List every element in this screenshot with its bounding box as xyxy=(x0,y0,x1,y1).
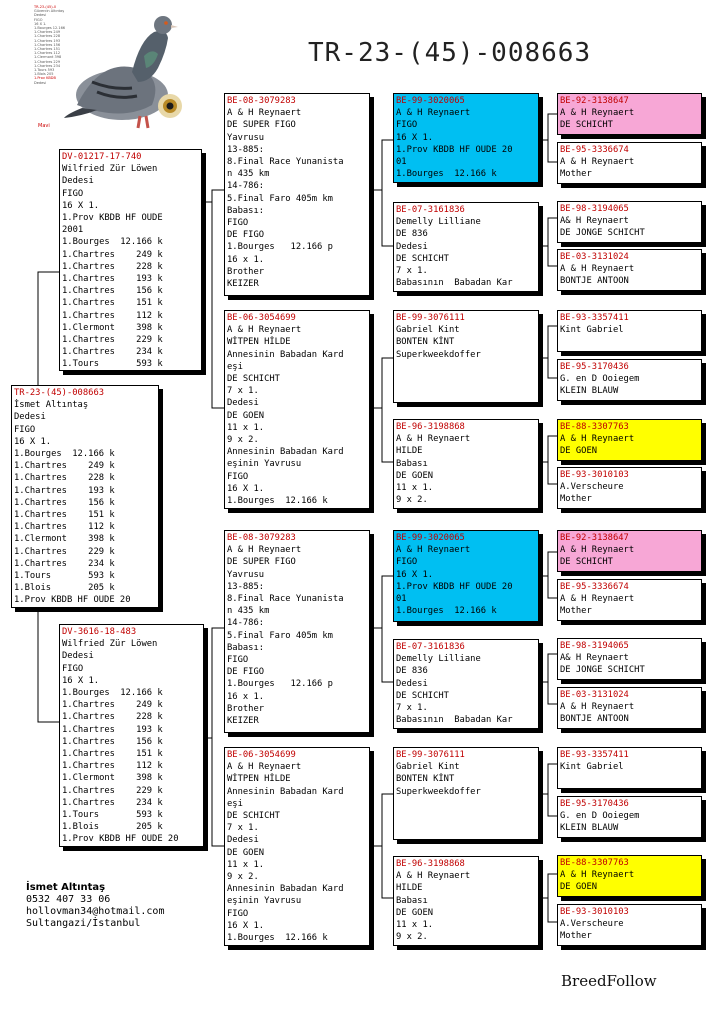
ring-number: BE-99-3076111 xyxy=(396,750,465,760)
mini-line: Dedesi xyxy=(34,80,47,85)
mini-pedigree-text xyxy=(34,5,65,85)
card-line: A & H Reynaert xyxy=(560,594,635,605)
card-line: A & H Reynaert xyxy=(560,545,635,556)
ring-number: BE-95-3336674 xyxy=(560,145,629,155)
card-line: A & H Reynaert xyxy=(227,325,302,336)
card-line: 14-786: xyxy=(227,181,265,192)
card-line: A & H Reynaert xyxy=(227,762,302,773)
ring-number: BE-07-3161836 xyxy=(396,642,465,652)
card-line: DE GOEN xyxy=(227,847,265,858)
card-line: A & H Reynaert xyxy=(227,545,302,556)
card-line: Superkweekdoffer xyxy=(396,786,481,797)
card-line: FIGO xyxy=(227,908,249,919)
card-line: 9 x 2. xyxy=(227,872,259,883)
mini-line: 1.Chartres 151 xyxy=(34,47,61,52)
mini-line: Dedesi xyxy=(34,13,47,18)
card-line: 1.Chartres 156 k xyxy=(62,286,163,297)
card-line: 1.Chartres 229 k xyxy=(14,546,115,557)
sire-card xyxy=(59,149,202,371)
card-line: 11 x 1. xyxy=(396,483,434,494)
card-line: BONTEN KİNT xyxy=(396,774,455,785)
ancestor-card xyxy=(557,904,702,946)
card-line: A & H Reynaert xyxy=(560,434,635,445)
card-line: 1.Blois 205 k xyxy=(62,822,163,833)
card-line: A & H Reynaert xyxy=(560,870,635,881)
ring-number: BE-95-3170436 xyxy=(560,362,629,372)
card-line: Mother xyxy=(560,931,592,942)
card-line: G. en D Ooiegem xyxy=(560,374,640,385)
mini-line: 1.Clermont 398 xyxy=(34,55,62,60)
card-line: 01 xyxy=(396,157,407,168)
card-line: 11 x 1. xyxy=(396,920,434,931)
ancestor-card xyxy=(557,93,702,135)
card-line: 1.Chartres 228 k xyxy=(62,261,163,272)
great-grandparent-card xyxy=(393,310,539,403)
card-line: Brother xyxy=(227,266,265,277)
card-line: Annesinin Babadan Kard xyxy=(227,884,344,895)
card-line: Mother xyxy=(560,494,592,505)
card-line: Gabriel Kint xyxy=(396,762,460,773)
card-line: Babası: xyxy=(227,642,265,653)
ring-number: BE-88-3307763 xyxy=(560,858,629,868)
mini-line: 1.Tours 593 xyxy=(34,68,55,73)
card-line: n 435 km xyxy=(227,169,270,180)
pigeon-photo xyxy=(62,10,192,135)
ring-number: BE-03-3131024 xyxy=(560,252,629,262)
card-line: Wilfried Zür Löwen xyxy=(62,639,158,650)
ring-number: BE-92-3138647 xyxy=(560,96,629,106)
owner-location: Sultangazi/İstanbul xyxy=(26,918,141,929)
card-line: WİTPEN HİLDE xyxy=(227,337,291,348)
card-line: 1.Chartres 193 k xyxy=(62,724,163,735)
card-line: eşinin Yavrusu xyxy=(227,896,302,907)
ring-number: BE-08-3079283 xyxy=(227,96,296,106)
card-line: 16 X 1. xyxy=(396,569,434,580)
card-line: 1.Chartres 112 k xyxy=(14,522,115,533)
card-line: 2001 xyxy=(62,225,84,236)
card-line: Demelly Lilliane xyxy=(396,217,481,228)
mini-line: 1.Chartres 234 xyxy=(34,63,61,68)
ring-number: BE-98-3194065 xyxy=(560,641,629,651)
card-line: Dedesi xyxy=(14,412,46,423)
card-line: 1.Chartres 228 k xyxy=(14,473,115,484)
card-line: 8.Final Race Yunanista xyxy=(227,594,344,605)
card-line: 1.Bourges 12.166 k xyxy=(14,449,115,460)
card-line: 1.Chartres 156 k xyxy=(14,497,115,508)
card-line: eşi xyxy=(227,798,243,809)
ring-number: BE-06-3054699 xyxy=(227,313,296,323)
card-line: A.Verscheure xyxy=(560,919,624,930)
great-grandparent-card xyxy=(393,419,539,509)
card-line: DE SCHICHT xyxy=(227,811,280,822)
subject-card xyxy=(11,385,159,608)
card-line: BONTJE ANTOON xyxy=(560,714,629,725)
card-line: 16 x 1. xyxy=(227,691,265,702)
dam-card xyxy=(59,624,204,847)
card-line: A & H Reynaert xyxy=(396,108,471,119)
ring-number: BE-99-3020065 xyxy=(396,96,465,106)
card-line: DE FIGO xyxy=(227,667,265,678)
card-line: 1.Tours 593 k xyxy=(62,359,163,370)
card-line: FIGO xyxy=(14,424,36,435)
ring-number: BE-95-3170436 xyxy=(560,799,629,809)
great-grandparent-card xyxy=(393,530,539,622)
card-line: 1.Bourges 12.166 k xyxy=(227,933,328,944)
card-line: 1.Blois 205 k xyxy=(14,583,115,594)
card-line: 1.Clermont 398 k xyxy=(62,322,163,333)
card-line: KEIZER xyxy=(227,716,259,727)
card-line: Superkweekdoffer xyxy=(396,349,481,360)
card-line: 13-885: xyxy=(227,144,265,155)
card-line: 1.Bourges 12.166 k xyxy=(396,606,497,617)
card-line: FIGO xyxy=(62,188,84,199)
card-line: 1.Chartres 228 k xyxy=(62,712,163,723)
card-line: 1.Prov KBDB HF OUDE 20 xyxy=(62,834,179,845)
ancestor-card xyxy=(557,796,702,838)
card-line: eşi xyxy=(227,361,243,372)
card-line: 1.Chartres 112 k xyxy=(62,310,163,321)
ancestor-card xyxy=(557,579,702,621)
card-line: 1.Bourges 12.166 p xyxy=(227,679,333,690)
great-grandparent-card xyxy=(393,639,539,729)
owner-contact xyxy=(26,882,164,930)
card-line: DE SCHICHT xyxy=(396,690,449,701)
ring-number: BE-96-3198868 xyxy=(396,422,465,432)
card-line: DE SCHICHT xyxy=(560,120,613,131)
card-line: 1.Chartres 234 k xyxy=(62,797,163,808)
great-grandparent-card xyxy=(393,747,539,840)
card-line: 1.Chartres 112 k xyxy=(62,761,163,772)
card-line: 7 x 1. xyxy=(396,266,428,277)
card-line: 7 x 1. xyxy=(396,703,428,714)
card-line: 16 x 1. xyxy=(227,254,265,265)
card-line: Gabriel Kint xyxy=(396,325,460,336)
card-line: DE SUPER FIGO xyxy=(227,557,296,568)
card-line: DE SCHICHT xyxy=(560,557,613,568)
card-line: BONTJE ANTOON xyxy=(560,276,629,287)
ring-number: BE-88-3307763 xyxy=(560,422,629,432)
card-line: Babasının Babadan Kar xyxy=(396,715,513,726)
mini-line: 1.Blois 205 xyxy=(34,72,54,77)
card-line: 1.Chartres 249 k xyxy=(62,249,163,260)
ancestor-card xyxy=(557,142,702,184)
card-line: A& H Reynaert xyxy=(560,653,629,664)
card-line: A & H Reynaert xyxy=(560,157,635,168)
card-line: 1.Bourges 12.166 k xyxy=(62,688,163,699)
card-line: 16 X 1. xyxy=(62,675,100,686)
card-line: Dedesi xyxy=(62,651,94,662)
card-line: A & H Reynaert xyxy=(396,545,471,556)
card-line: KLEIN BLAUW xyxy=(560,823,619,834)
ancestor-card xyxy=(557,359,702,401)
ancestor-card xyxy=(557,467,702,509)
card-line: 16 X 1. xyxy=(14,436,52,447)
card-line: FIGO xyxy=(396,557,418,568)
ancestor-card xyxy=(557,747,702,789)
card-line: 16 X 1. xyxy=(227,483,265,494)
card-line: Dedesi xyxy=(396,241,428,252)
card-line: 11 x 1. xyxy=(227,422,265,433)
card-line: Babası xyxy=(396,458,428,469)
ancestor-card xyxy=(557,249,702,291)
mini-line: Güvercin Altıntaş xyxy=(34,9,65,14)
card-line: 8.Final Race Yunanista xyxy=(227,157,344,168)
owner-email[interactable]: hollovman34@hotmail.com xyxy=(26,906,165,917)
card-line: DE JONGE SCHICHT xyxy=(560,665,645,676)
card-line: DE GOEN xyxy=(560,882,598,893)
card-line: A & H Reynaert xyxy=(396,871,471,882)
mini-line: 1.Chartres 193 xyxy=(34,38,61,43)
card-line: 1.Chartres 234 k xyxy=(62,347,163,358)
ring-number: BE-99-3020065 xyxy=(396,533,465,543)
ring-number: DV-01217-17-740 xyxy=(62,152,142,162)
card-line: Yavrusu xyxy=(227,569,265,580)
ring-number: TR-23-(45)-008663 xyxy=(14,388,105,398)
card-line: A& H Reynaert xyxy=(560,216,629,227)
card-line: DE SCHICHT xyxy=(227,374,280,385)
card-line: 9 x 2. xyxy=(396,495,428,506)
mini-line: TR-23-(45)-0 xyxy=(34,5,57,9)
card-line: FIGO xyxy=(62,663,84,674)
grandparent-card xyxy=(224,747,370,946)
card-line: Demelly Lilliane xyxy=(396,654,481,665)
ring-number: BE-06-3054699 xyxy=(227,750,296,760)
card-line: Dedesi xyxy=(227,835,259,846)
mini-bottom-label: Mavi xyxy=(38,123,50,129)
card-line: G. en D Ooiegem xyxy=(560,811,640,822)
ring-number: BE-98-3194065 xyxy=(560,204,629,214)
mini-line: 1.Chartres 112 xyxy=(34,51,61,56)
mini-line: 1.Bourges 12.166 xyxy=(34,26,66,31)
ring-number: BE-93-3357411 xyxy=(560,750,629,760)
card-line: A & H Reynaert xyxy=(227,108,302,119)
card-line: 1.Chartres 151 k xyxy=(62,749,163,760)
card-line: 1.Prov KBDB HF OUDE 20 xyxy=(14,595,131,606)
ring-number: BE-99-3076111 xyxy=(396,313,465,323)
card-line: DE 836 xyxy=(396,229,428,240)
owner-phone: 0532 407 33 06 xyxy=(26,894,111,905)
page-title: TR-23-(45)-008663 xyxy=(308,38,592,68)
card-line: Annesinin Babadan Kard xyxy=(227,447,344,458)
card-line: HILDE xyxy=(396,446,423,457)
card-line: Annesinin Babadan Kard xyxy=(227,349,344,360)
card-line: 1.Clermont 398 k xyxy=(14,534,115,545)
card-line: 9 x 2. xyxy=(396,932,428,943)
grandparent-card xyxy=(224,93,370,296)
card-line: 5.Final Faro 405m km xyxy=(227,193,333,204)
brand-logo: BreedFollow xyxy=(561,972,657,990)
card-line: 5.Final Faro 405m km xyxy=(227,630,333,641)
mini-line: 1.Prov KBDB xyxy=(34,76,56,81)
card-line: 1.Chartres 229 k xyxy=(62,785,163,796)
great-grandparent-card xyxy=(393,202,539,292)
card-line: 01 xyxy=(396,594,407,605)
card-line: Mother xyxy=(560,606,592,617)
ring-number: BE-93-3357411 xyxy=(560,313,629,323)
ring-number: BE-95-3336674 xyxy=(560,582,629,592)
card-line: 1.Prov KBDB HF OUDE 20 xyxy=(396,581,513,592)
card-line: 1.Prov KBDB HF OUDE xyxy=(62,213,163,224)
grandparent-card xyxy=(224,530,370,733)
card-line: DE JONGE SCHICHT xyxy=(560,228,645,239)
card-line: 14-786: xyxy=(227,618,265,629)
card-line: 1.Bourges 12.166 k xyxy=(62,237,163,248)
card-line: DE GOEN xyxy=(396,470,434,481)
card-line: 1.Bourges 12.166 k xyxy=(227,496,328,507)
card-line: A & H Reynaert xyxy=(396,434,471,445)
card-line: 16 X 1. xyxy=(227,920,265,931)
card-line: A & H Reynaert xyxy=(560,264,635,275)
card-line: WİTPEN HİLDE xyxy=(227,774,291,785)
ancestor-card xyxy=(557,310,702,352)
card-line: 1.Chartres 193 k xyxy=(62,274,163,285)
card-line: 9 x 2. xyxy=(227,435,259,446)
card-line: 1.Bourges 12.166 k xyxy=(396,169,497,180)
card-line: 1.Chartres 229 k xyxy=(62,335,163,346)
card-line: Yavrusu xyxy=(227,132,265,143)
ancestor-card xyxy=(557,687,702,729)
card-line: DE GOEN xyxy=(396,907,434,918)
card-line: DE 836 xyxy=(396,666,428,677)
card-line: İsmet Altıntaş xyxy=(14,400,89,411)
mini-line: 1.Chartres 229 xyxy=(34,59,61,64)
card-line: 1.Chartres 151 k xyxy=(14,510,115,521)
card-line: Annesinin Babadan Kard xyxy=(227,786,344,797)
card-line: n 435 km xyxy=(227,606,270,617)
card-line: 1.Chartres 249 k xyxy=(62,700,163,711)
card-line: 7 x 1. xyxy=(227,823,259,834)
ring-number: BE-03-3131024 xyxy=(560,690,629,700)
card-line: DE SCHICHT xyxy=(396,253,449,264)
card-line: 16 X 1. xyxy=(396,132,434,143)
card-line: 1.Tours 593 k xyxy=(14,571,115,582)
card-line: A.Verscheure xyxy=(560,482,624,493)
card-line: 1.Bourges 12.166 p xyxy=(227,242,333,253)
card-line: eşinin Yavrusu xyxy=(227,459,302,470)
ancestor-card xyxy=(557,530,702,572)
card-line: 1.Chartres 234 k xyxy=(14,558,115,569)
great-grandparent-card xyxy=(393,93,539,183)
ring-number: BE-08-3079283 xyxy=(227,533,296,543)
grandparent-card xyxy=(224,310,370,509)
mini-line: 1.Chartres 249 xyxy=(34,30,61,35)
card-line: DE GOEN xyxy=(227,410,265,421)
card-line: 1.Clermont 398 k xyxy=(62,773,163,784)
card-line: FIGO xyxy=(227,471,249,482)
ring-number: BE-93-3010103 xyxy=(560,470,629,480)
card-line: Mother xyxy=(560,169,592,180)
card-line: 1.Chartres 156 k xyxy=(62,736,163,747)
card-line: Dedesi xyxy=(396,678,428,689)
card-line: 1.Chartres 249 k xyxy=(14,461,115,472)
card-line: KEIZER xyxy=(227,279,259,290)
card-line: HILDE xyxy=(396,883,423,894)
card-line: DE GOEN xyxy=(560,446,598,457)
mini-line: 1.Chartres 228 xyxy=(34,34,61,39)
ancestor-card xyxy=(557,855,702,897)
card-line: 11 x 1. xyxy=(227,859,265,870)
card-line: FIGO xyxy=(227,218,249,229)
ring-number: BE-07-3161836 xyxy=(396,205,465,215)
mini-line: 16 X 1. xyxy=(34,21,47,26)
card-line: Dedesi xyxy=(227,398,259,409)
card-line: Wilfried Zür Löwen xyxy=(62,164,158,175)
card-line: Brother xyxy=(227,703,265,714)
card-line: Dedesi xyxy=(62,176,94,187)
mini-line: FIGO xyxy=(34,17,43,22)
ancestor-card xyxy=(557,638,702,680)
card-line: Babasının Babadan Kar xyxy=(396,278,513,289)
card-line: DE SUPER FIGO xyxy=(227,120,296,131)
ring-number: DV-3616-18-483 xyxy=(62,627,137,637)
card-line: BONTEN KİNT xyxy=(396,337,455,348)
card-line: A & H Reynaert xyxy=(560,702,635,713)
card-line: 13-885: xyxy=(227,581,265,592)
card-line: Kint Gabriel xyxy=(560,325,624,336)
card-line: 7 x 1. xyxy=(227,386,259,397)
card-line: FIGO xyxy=(227,655,249,666)
great-grandparent-card xyxy=(393,856,539,946)
card-line: 1.Chartres 193 k xyxy=(14,485,115,496)
ring-number: BE-96-3198868 xyxy=(396,859,465,869)
owner-name: İsmet Altıntaş xyxy=(26,882,106,893)
card-line: KLEIN BLAUW xyxy=(560,386,619,397)
ring-number: BE-92-3138647 xyxy=(560,533,629,543)
card-line: 1.Tours 593 k xyxy=(62,810,163,821)
card-line: Babası xyxy=(396,895,428,906)
ancestor-card xyxy=(557,201,702,243)
ancestor-card xyxy=(557,419,702,461)
card-line: DE FIGO xyxy=(227,230,265,241)
card-line: 1.Chartres 151 k xyxy=(62,298,163,309)
card-line: 1.Prov KBDB HF OUDE 20 xyxy=(396,144,513,155)
card-line: Babası: xyxy=(227,205,265,216)
card-line: A & H Reynaert xyxy=(560,108,635,119)
card-line: FIGO xyxy=(396,120,418,131)
mini-line: 1.Chartres 156 xyxy=(34,42,61,47)
card-line: 16 X 1. xyxy=(62,200,100,211)
ring-number: BE-93-3010103 xyxy=(560,907,629,917)
card-line: Kint Gabriel xyxy=(560,762,624,773)
